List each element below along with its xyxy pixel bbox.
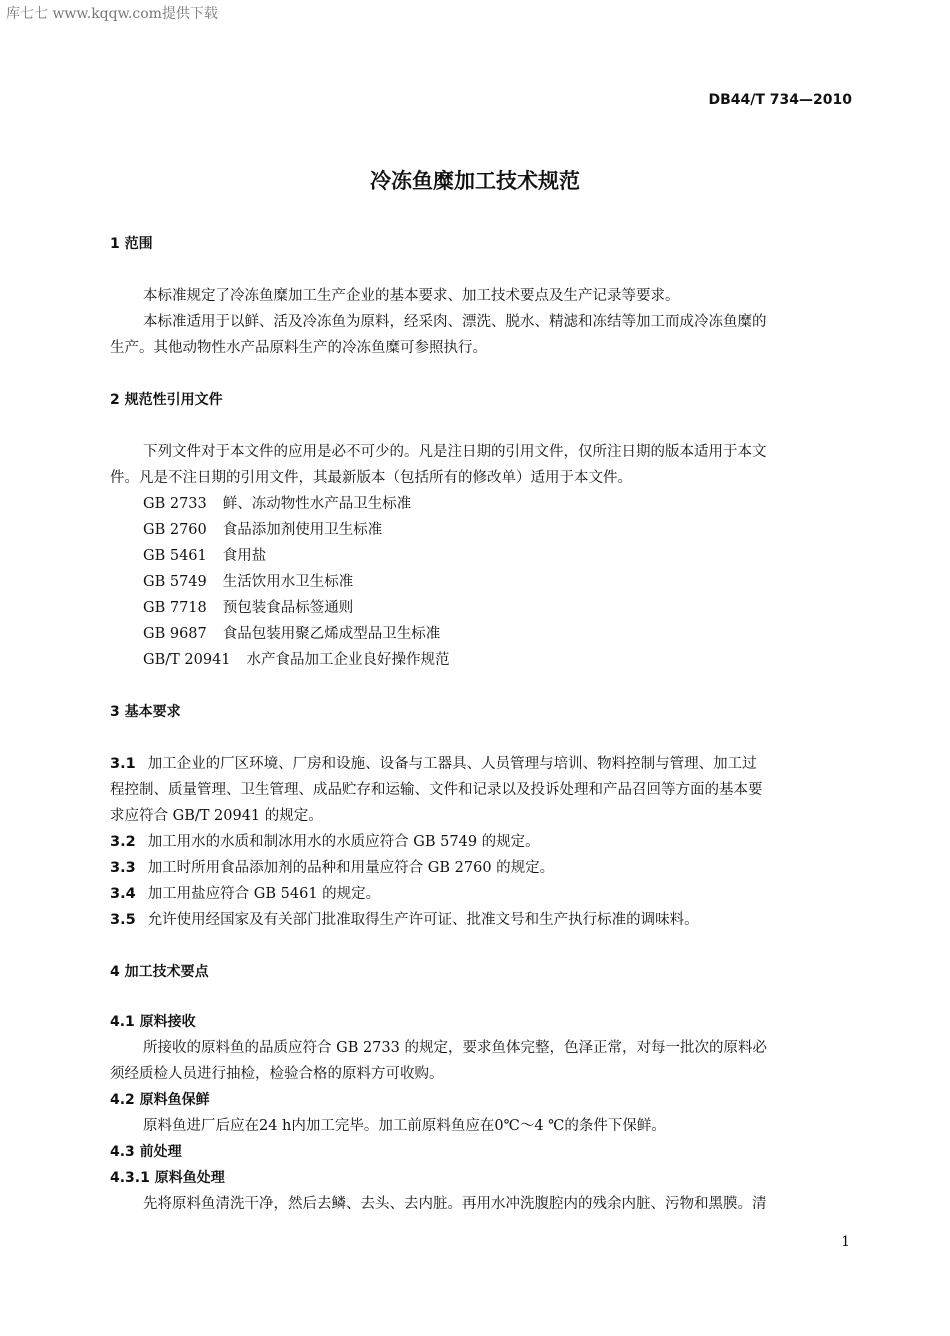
clause-3-3 [110, 859, 855, 877]
clause-4-3-1-line-1: 先将原料鱼清洗干净，然后去鳞、去头、去内脏。再用水冲洗腹腔内的残余内脏、污物和黑膜。清 [143, 1196, 767, 1212]
clause-text: 加工用盐应符合 GB 5461 的规定。 [147, 886, 381, 902]
clause-text: 加工时所用食品添加剂的品种和用量应符合 GB 2760 的规定。 [147, 860, 555, 876]
reference-name: 食品包装用聚乙烯成型品卫生标准 [222, 626, 441, 642]
clause-3-4 [110, 885, 855, 903]
clause-3-5 [110, 911, 855, 929]
reference-name: 鲜、冻动物性水产品卫生标准 [222, 496, 412, 512]
section-2-heading: 2 规范性引用文件 [110, 392, 223, 408]
section-2-paragraph-line-1: 下列文件对于本文件的应用是必不可少的。凡是注日期的引用文件，仅所注日期的版本适用于本文 [143, 444, 767, 460]
standard-code: DB44/T 734—2010 [708, 92, 852, 108]
document-title: 冷冻鱼糜加工技术规范 [370, 169, 580, 193]
clause-4-3-heading: 4.3 前处理 [110, 1144, 182, 1160]
reference-item [143, 599, 855, 617]
section-1-paragraph-1: 本标准规定了冷冻鱼糜加工生产企业的基本要求、加工技术要点及生产记录等要求。 [143, 288, 680, 304]
clause-number: 3.5 [110, 912, 136, 928]
reference-name: 食用盐 [222, 548, 267, 564]
clause-number: 3.1 [110, 756, 136, 772]
reference-name: 食品添加剂使用卫生标准 [222, 522, 383, 538]
section-1-paragraph-2-line-1: 本标准适用于以鲜、活及冷冻鱼为原料，经采肉、漂洗、脱水、精滤和冻结等加工而成冷冻鱼糜的 [143, 314, 767, 330]
reference-name: 水产食品加工企业良好操作规范 [246, 652, 450, 668]
reference-item [143, 495, 855, 513]
page-number: 1 [841, 1234, 850, 1250]
clause-text: 加工用水的水质和制冰用水的水质应符合 GB 5749 的规定。 [147, 834, 540, 850]
clause-3-1-line-2: 程控制、质量管理、卫生管理、成品贮存和运输、文件和记录以及投诉处理和产品召回等方面的基本要 [110, 782, 763, 798]
clause-4-3-1-heading: 4.3.1 原料鱼处理 [110, 1170, 225, 1186]
reference-code: GB 2733 [143, 496, 207, 512]
clause-text: 加工企业的厂区环境、厂房和设施、设备与工器具、人员管理与培训、物料控制与管理、加工过 [147, 756, 757, 772]
clause-4-1-line-1: 所接收的原料鱼的品质应符合 GB 2733 的规定，要求鱼体完整，色泽正常，对每一批次的原料必 [143, 1040, 767, 1056]
clause-number: 3.2 [110, 834, 136, 850]
clause-number: 3.3 [110, 860, 136, 876]
reference-name: 生活饮用水卫生标准 [222, 574, 354, 590]
clause-3-1-line-3: 求应符合 GB/T 20941 的规定。 [110, 808, 323, 824]
reference-item [143, 651, 855, 669]
reference-item [143, 573, 855, 591]
clause-text: 允许使用经国家及有关部门批准取得生产许可证、批准文号和生产执行标准的调味料。 [147, 912, 699, 928]
reference-code: GB 2760 [143, 522, 207, 538]
clause-3-2 [110, 833, 855, 851]
section-3-heading: 3 基本要求 [110, 704, 181, 720]
clause-3-1-line-1 [110, 755, 855, 773]
clause-4-2-line-1: 原料鱼进厂后应在24 h内加工完毕。加工前原料鱼应在0℃～4 ℃的条件下保鲜。 [143, 1118, 666, 1134]
reference-code: GB 5461 [143, 548, 207, 564]
section-1-paragraph-2-line-2: 生产。其他动物性水产品原料生产的冷冻鱼糜可参照执行。 [110, 340, 487, 356]
section-1-heading: 1 范围 [110, 236, 153, 252]
reference-item [143, 625, 855, 643]
reference-code: GB 9687 [143, 626, 207, 642]
clause-4-1-line-2: 须经质检人员进行抽检，检验合格的原料方可收购。 [110, 1066, 444, 1082]
reference-name: 预包装食品标签通则 [222, 600, 354, 616]
reference-code: GB/T 20941 [143, 652, 231, 668]
reference-code: GB 7718 [143, 600, 207, 616]
section-2-paragraph-line-2: 件。凡是不注日期的引用文件，其最新版本（包括所有的修改单）适用于本文件。 [110, 470, 632, 486]
clause-4-1-heading: 4.1 原料接收 [110, 1014, 196, 1030]
clause-number: 3.4 [110, 886, 136, 902]
reference-item [143, 521, 855, 539]
section-4-heading: 4 加工技术要点 [110, 964, 209, 980]
reference-item [143, 547, 855, 565]
clause-4-2-heading: 4.2 原料鱼保鲜 [110, 1092, 210, 1108]
reference-code: GB 5749 [143, 574, 207, 590]
watermark-text: 库七七 www.kqqw.com提供下载 [6, 6, 218, 22]
